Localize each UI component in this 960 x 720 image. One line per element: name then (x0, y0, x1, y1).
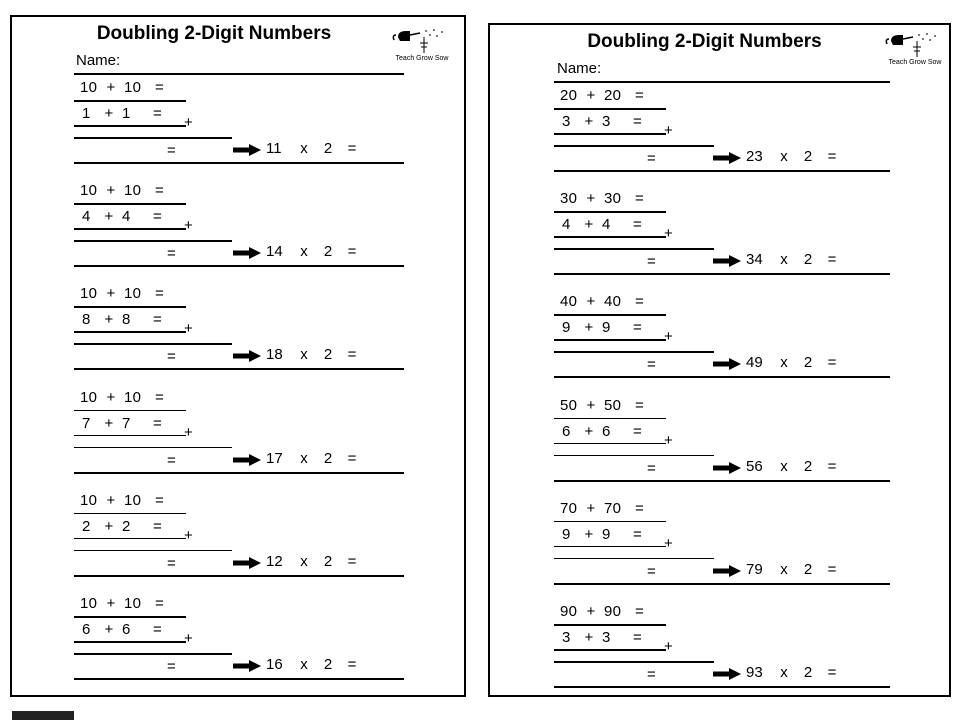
watering-can-icon (883, 31, 947, 77)
logo-text: Teach Grow Sow (888, 59, 942, 66)
times-sign: x (780, 560, 788, 578)
name-label: Name: (76, 52, 121, 69)
plus-sign: + (586, 190, 596, 208)
doubling-problem (74, 492, 414, 588)
worksheet-right (488, 23, 951, 697)
column-plus-sign: + (664, 122, 673, 139)
final-answer-line[interactable] (74, 265, 404, 267)
ones-addend-b: 6 (122, 621, 131, 638)
multiplier: 2 (803, 664, 813, 681)
plus-sign: + (586, 499, 596, 517)
equals-sign: = (347, 552, 357, 570)
column-plus-sign: + (184, 423, 193, 441)
column-plus-sign: + (664, 328, 673, 346)
right-arrow-icon (233, 143, 261, 160)
right-arrow-icon (233, 453, 261, 470)
doubling-problem (554, 87, 894, 183)
final-answer-line[interactable] (554, 273, 890, 275)
final-answer-line[interactable] (74, 575, 404, 577)
ones-addend-b: 3 (602, 629, 611, 646)
number-to-double: 79 (746, 560, 763, 578)
tens-answer-line[interactable] (74, 306, 186, 308)
ones-answer-line[interactable] (74, 641, 186, 643)
plus-sign: + (106, 79, 116, 96)
tens-answer-line[interactable] (74, 513, 186, 515)
ones-row (562, 526, 642, 543)
equals-sign: = (632, 216, 642, 234)
number-to-double: 14 (266, 243, 283, 261)
doubling-problem (554, 603, 894, 699)
equals-sign: = (632, 422, 642, 440)
doubling-problem (74, 285, 414, 381)
plus-sign: + (104, 311, 114, 329)
tens-row (80, 79, 164, 96)
doubling-problem (554, 190, 894, 286)
multiplication-statement (266, 656, 364, 673)
equals-sign: = (634, 87, 644, 104)
final-answer-line[interactable] (554, 480, 890, 482)
ones-addend-b: 9 (602, 525, 611, 543)
times-sign: x (780, 148, 788, 165)
tens-row (560, 603, 644, 620)
watering-can-icon (390, 27, 454, 73)
equals-sign: = (827, 354, 837, 372)
multiplication-statement (746, 561, 844, 578)
multiplier: 2 (323, 243, 333, 261)
total-equals-sign: = (167, 658, 176, 675)
ones-row (82, 105, 162, 122)
plus-sign: + (586, 293, 596, 311)
plus-sign: + (584, 216, 594, 234)
tens-addend-b: 50 (604, 396, 622, 414)
tens-addend-a: 10 (80, 388, 98, 406)
tens-addend-b: 10 (124, 491, 142, 509)
ones-addend-a: 4 (562, 216, 571, 234)
right-arrow-icon (713, 667, 741, 684)
doubling-problem (554, 293, 894, 389)
total-equals-sign: = (647, 459, 656, 477)
equals-sign: = (154, 182, 164, 200)
plus-sign: + (586, 87, 596, 104)
column-plus-sign: + (184, 320, 193, 338)
tens-addend-b: 20 (604, 87, 622, 104)
equals-sign: = (632, 319, 642, 337)
right-arrow-icon (713, 461, 741, 478)
multiplication-statement (266, 243, 364, 260)
plus-sign: + (584, 629, 594, 646)
ones-answer-line[interactable] (554, 443, 666, 445)
right-arrow-icon (713, 564, 741, 581)
equals-sign: = (152, 517, 162, 535)
ones-addend-b: 2 (122, 517, 131, 535)
total-equals-sign: = (647, 253, 656, 271)
multiplication-statement (266, 346, 364, 363)
multiplier: 2 (803, 560, 813, 578)
equals-sign: = (634, 293, 644, 311)
equals-sign: = (632, 525, 642, 543)
multiplier: 2 (323, 346, 333, 364)
plus-sign: + (584, 113, 594, 130)
ones-addend-a: 9 (562, 525, 571, 543)
equals-sign: = (152, 105, 162, 122)
ones-row (82, 518, 162, 535)
tens-addend-a: 50 (560, 396, 578, 414)
ones-addend-a: 6 (82, 621, 91, 638)
total-answer-line[interactable] (554, 248, 714, 250)
final-answer-line[interactable] (74, 162, 404, 164)
ones-answer-line[interactable] (74, 331, 186, 333)
plus-sign: + (104, 105, 114, 122)
total-equals-sign: = (167, 451, 176, 469)
equals-sign: = (154, 491, 164, 509)
ones-answer-line[interactable] (554, 546, 666, 548)
tens-answer-line[interactable] (74, 100, 186, 102)
number-to-double: 12 (266, 552, 283, 570)
tens-row (80, 595, 164, 612)
plus-sign: + (106, 285, 116, 303)
ones-addend-a: 6 (562, 422, 571, 440)
times-sign: x (300, 243, 308, 261)
column-plus-sign: + (664, 225, 673, 243)
multiplier: 2 (323, 140, 333, 157)
multiplier: 2 (323, 656, 333, 673)
plus-sign: + (106, 491, 116, 509)
tens-addend-a: 90 (560, 603, 578, 620)
ones-addend-a: 8 (82, 311, 91, 329)
ones-addend-a: 1 (82, 105, 91, 122)
column-plus-sign: + (184, 630, 193, 647)
total-answer-line[interactable] (74, 550, 232, 552)
ones-row (562, 629, 642, 646)
plus-sign: + (584, 319, 594, 337)
column-plus-sign: + (184, 526, 193, 544)
number-to-double: 17 (266, 449, 283, 467)
plus-sign: + (104, 621, 114, 638)
equals-sign: = (632, 629, 642, 646)
equals-sign: = (347, 656, 357, 673)
tens-row (560, 87, 644, 104)
ones-row (82, 208, 162, 225)
times-sign: x (780, 251, 788, 269)
times-sign: x (780, 664, 788, 681)
ones-row (82, 415, 162, 432)
total-equals-sign: = (167, 245, 176, 263)
right-arrow-icon (713, 151, 741, 168)
column-plus-sign: + (184, 217, 193, 235)
doubling-problem (74, 79, 414, 175)
total-answer-line[interactable] (74, 447, 232, 449)
ones-addend-b: 4 (122, 208, 131, 226)
ones-addend-a: 9 (562, 319, 571, 337)
plus-sign: + (104, 414, 114, 432)
number-to-double: 56 (746, 457, 763, 475)
total-equals-sign: = (167, 142, 176, 159)
equals-sign: = (634, 603, 644, 620)
tens-answer-line[interactable] (74, 616, 186, 618)
total-equals-sign: = (167, 348, 176, 366)
final-answer-line[interactable] (74, 368, 404, 370)
total-equals-sign: = (647, 150, 656, 167)
tens-addend-a: 10 (80, 182, 98, 200)
ones-addend-b: 6 (602, 422, 611, 440)
multiplication-statement (266, 140, 364, 157)
plus-sign: + (106, 388, 116, 406)
plus-sign: + (584, 525, 594, 543)
equals-sign: = (152, 414, 162, 432)
tens-row (560, 293, 644, 310)
ones-answer-line[interactable] (554, 649, 666, 651)
name-field[interactable] (74, 73, 404, 75)
equals-sign: = (347, 449, 357, 467)
tens-answer-line[interactable] (554, 108, 666, 110)
equals-sign: = (634, 396, 644, 414)
ones-addend-b: 1 (122, 105, 131, 122)
equals-sign: = (827, 148, 837, 165)
ones-row (562, 423, 642, 440)
equals-sign: = (154, 595, 164, 612)
final-answer-line[interactable] (554, 170, 890, 172)
tens-addend-a: 20 (560, 87, 578, 104)
ones-addend-b: 4 (602, 216, 611, 234)
logo-text: Teach Grow Sow (395, 55, 449, 62)
doubling-problem (74, 595, 414, 691)
equals-sign: = (347, 243, 357, 261)
ones-row (562, 319, 642, 336)
tens-addend-a: 10 (80, 595, 98, 612)
right-arrow-icon (233, 246, 261, 263)
doubling-problem (74, 182, 414, 278)
tens-addend-b: 30 (604, 190, 622, 208)
doubling-problem (554, 500, 894, 596)
ones-addend-a: 7 (82, 414, 91, 432)
tens-addend-b: 70 (604, 499, 622, 517)
equals-sign: = (152, 311, 162, 329)
plus-sign: + (104, 517, 114, 535)
tens-addend-b: 10 (124, 388, 142, 406)
tens-row (80, 492, 164, 509)
ones-answer-line[interactable] (74, 125, 186, 127)
column-plus-sign: + (664, 431, 673, 449)
multiplier: 2 (803, 148, 813, 165)
ones-answer-line[interactable] (74, 228, 186, 230)
total-equals-sign: = (647, 356, 656, 374)
page-marker (12, 711, 74, 720)
total-answer-line[interactable] (74, 137, 232, 139)
tens-answer-line[interactable] (554, 624, 666, 626)
total-answer-line[interactable] (554, 145, 714, 147)
tens-addend-b: 40 (604, 293, 622, 311)
number-to-double: 23 (746, 148, 763, 165)
total-answer-line[interactable] (74, 343, 232, 345)
number-to-double: 11 (266, 140, 282, 157)
times-sign: x (300, 552, 308, 570)
right-arrow-icon (233, 349, 261, 366)
ones-answer-line[interactable] (74, 538, 186, 540)
times-sign: x (300, 140, 308, 157)
tens-addend-b: 10 (124, 182, 142, 200)
equals-sign: = (152, 208, 162, 226)
name-label: Name: (557, 60, 602, 77)
worksheet-title: Doubling 2-Digit Numbers (96, 23, 332, 44)
multiplier: 2 (803, 251, 813, 269)
multiplier: 2 (803, 354, 813, 372)
number-to-double: 18 (266, 346, 283, 364)
column-plus-sign: + (184, 114, 193, 131)
equals-sign: = (632, 113, 642, 130)
ones-addend-a: 3 (562, 629, 571, 646)
total-answer-line[interactable] (74, 653, 232, 655)
tens-row (560, 397, 644, 414)
ones-addend-a: 4 (82, 208, 91, 226)
total-answer-line[interactable] (554, 455, 714, 457)
total-answer-line[interactable] (554, 351, 714, 353)
equals-sign: = (154, 285, 164, 303)
right-arrow-icon (713, 357, 741, 374)
total-equals-sign: = (167, 554, 176, 572)
plus-sign: + (586, 396, 596, 414)
tens-row (80, 285, 164, 302)
tens-row (80, 182, 164, 199)
column-plus-sign: + (664, 638, 673, 655)
ones-row (562, 113, 642, 130)
equals-sign: = (152, 621, 162, 638)
tens-addend-a: 70 (560, 499, 578, 517)
tens-answer-line[interactable] (74, 203, 186, 205)
tens-row (560, 190, 644, 207)
plus-sign: + (106, 182, 116, 200)
multiplication-statement (266, 450, 364, 467)
multiplication-statement (746, 148, 844, 165)
equals-sign: = (634, 499, 644, 517)
tens-addend-b: 10 (124, 595, 142, 612)
multiplication-statement (746, 458, 844, 475)
equals-sign: = (827, 457, 837, 475)
equals-sign: = (154, 79, 164, 96)
ones-row (562, 216, 642, 233)
tens-addend-a: 10 (80, 285, 98, 303)
final-answer-line[interactable] (554, 583, 890, 585)
equals-sign: = (347, 346, 357, 364)
ones-answer-line[interactable] (554, 339, 666, 341)
times-sign: x (300, 346, 308, 364)
multiplication-statement (746, 251, 844, 268)
tens-addend-b: 10 (124, 79, 142, 96)
tens-answer-line[interactable] (554, 521, 666, 523)
column-plus-sign: + (664, 534, 673, 552)
tens-addend-a: 10 (80, 491, 98, 509)
total-answer-line[interactable] (554, 558, 714, 560)
ones-answer-line[interactable] (74, 435, 186, 437)
tens-addend-a: 30 (560, 190, 578, 208)
multiplication-statement (746, 354, 844, 371)
tens-answer-line[interactable] (554, 314, 666, 316)
total-answer-line[interactable] (554, 661, 714, 663)
plus-sign: + (106, 595, 116, 612)
ones-addend-b: 9 (602, 319, 611, 337)
equals-sign: = (347, 140, 357, 157)
final-answer-line[interactable] (74, 678, 404, 680)
ones-addend-a: 2 (82, 517, 91, 535)
doubling-problem (74, 389, 414, 485)
worksheet-left (10, 15, 466, 697)
equals-sign: = (154, 388, 164, 406)
doubling-problem (554, 397, 894, 493)
tens-row (560, 500, 644, 517)
multiplier: 2 (323, 552, 333, 570)
ones-answer-line[interactable] (554, 133, 666, 135)
ones-row (82, 621, 162, 638)
final-answer-line[interactable] (554, 686, 890, 688)
number-to-double: 34 (746, 251, 763, 269)
times-sign: x (300, 656, 308, 673)
total-equals-sign: = (647, 562, 656, 580)
ones-addend-b: 3 (602, 113, 611, 130)
ones-row (82, 311, 162, 328)
final-answer-line[interactable] (74, 472, 404, 474)
tens-addend-a: 10 (80, 79, 98, 96)
multiplier: 2 (803, 457, 813, 475)
tens-answer-line[interactable] (74, 410, 186, 412)
equals-sign: = (634, 190, 644, 208)
plus-sign: + (104, 208, 114, 226)
times-sign: x (780, 354, 788, 372)
equals-sign: = (827, 251, 837, 269)
ones-addend-b: 8 (122, 311, 131, 329)
final-answer-line[interactable] (554, 376, 890, 378)
equals-sign: = (827, 560, 837, 578)
number-to-double: 16 (266, 656, 283, 673)
plus-sign: + (586, 603, 596, 620)
name-field[interactable] (554, 81, 890, 83)
right-arrow-icon (233, 659, 261, 676)
tens-row (80, 389, 164, 406)
total-equals-sign: = (647, 666, 656, 683)
tens-answer-line[interactable] (554, 211, 666, 213)
number-to-double: 49 (746, 354, 763, 372)
ones-answer-line[interactable] (554, 236, 666, 238)
tens-addend-b: 90 (604, 603, 622, 620)
ones-addend-b: 7 (122, 414, 131, 432)
tens-answer-line[interactable] (554, 418, 666, 420)
number-to-double: 93 (746, 664, 763, 681)
worksheet-title: Doubling 2-Digit Numbers (587, 31, 822, 52)
multiplier: 2 (323, 449, 333, 467)
ones-addend-a: 3 (562, 113, 571, 130)
tens-addend-a: 40 (560, 293, 578, 311)
right-arrow-icon (233, 556, 261, 573)
multiplication-statement (746, 664, 844, 681)
multiplication-statement (266, 553, 364, 570)
equals-sign: = (827, 664, 837, 681)
times-sign: x (300, 449, 308, 467)
plus-sign: + (584, 422, 594, 440)
tens-addend-b: 10 (124, 285, 142, 303)
times-sign: x (780, 457, 788, 475)
total-answer-line[interactable] (74, 240, 232, 242)
right-arrow-icon (713, 254, 741, 271)
